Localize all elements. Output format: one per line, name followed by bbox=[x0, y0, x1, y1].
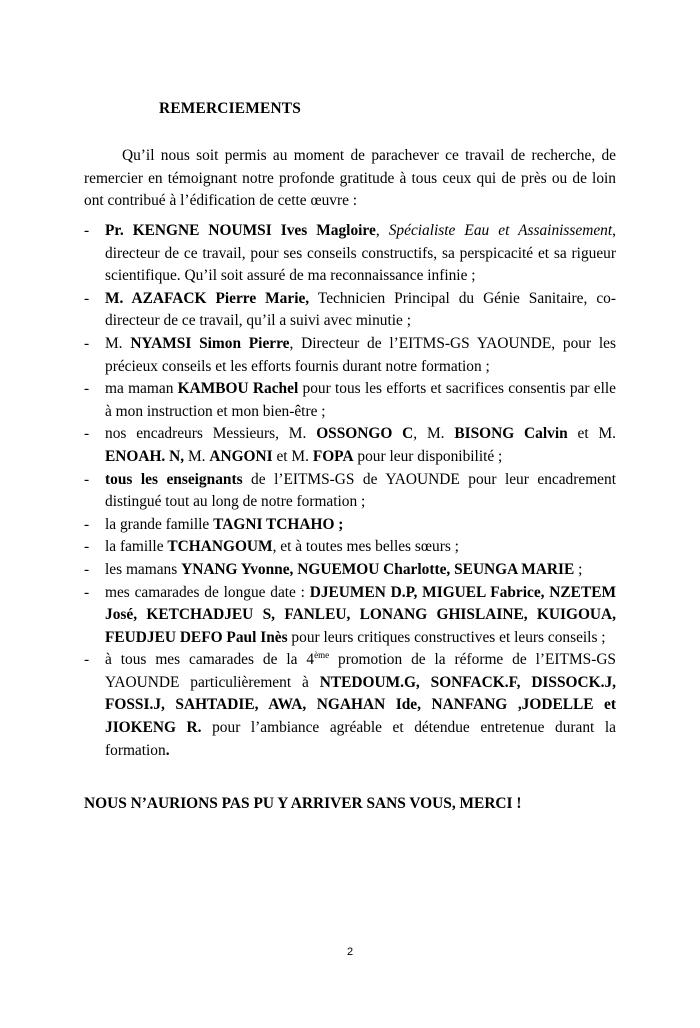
list-dash: - bbox=[84, 560, 90, 578]
person-name: YNANG Yvonne, NGUEMOU Charlotte, SEUNGA MARIE bbox=[181, 560, 575, 578]
list-dash: - bbox=[84, 289, 90, 307]
person-name: M. AZAFACK Pierre Marie, bbox=[105, 289, 310, 307]
item-text: Technicien Principal du Génie Sanitaire, co-directeur de ce travail, qu’il a suivi avec minutie ; bbox=[105, 289, 616, 330]
closing-statement: NOUS N’AURIONS PAS PU Y ARRIVER SANS VOUS, MERCI ! bbox=[84, 795, 522, 812]
person-name: TAGNI TCHAHO ; bbox=[213, 515, 344, 533]
item-prefix: à tous mes camarades de la 4 bbox=[105, 651, 315, 669]
item-text: ; bbox=[574, 560, 583, 578]
item-text: pour l’ambiance agréable et détendue entretenue durant la formation bbox=[105, 719, 616, 759]
person-name: BISONG Calvin bbox=[454, 425, 568, 443]
list-item bbox=[84, 423, 616, 468]
item-text: pour leur disponibilité ; bbox=[353, 447, 503, 465]
list-dash: - bbox=[84, 334, 90, 352]
person-name: OSSONGO C bbox=[316, 425, 414, 443]
superscript-ordinal: ème bbox=[314, 650, 330, 661]
person-name: ENOAH. N, bbox=[105, 447, 185, 465]
item-text: de l’EITMS-GS de YAOUNDE pour leur encadrement distingué tout au long de notre formation ; bbox=[105, 470, 616, 511]
item-text: promotion de la réforme de l’EITMS-GS YAOUNDE particulièrement à bbox=[105, 651, 616, 691]
item-prefix: mes camarades de longue date : bbox=[105, 583, 310, 601]
list-dash: - bbox=[84, 651, 90, 669]
item-text: , bbox=[375, 222, 389, 239]
item-prefix: la grande famille bbox=[105, 515, 214, 533]
list-dash: - bbox=[84, 425, 90, 443]
item-text: et M. bbox=[272, 447, 313, 465]
intro-paragraph: Qu’il nous soit permis au moment de parachever ce travail de recherche, de remercier en témoignant notre profonde gratitude à tous ceux qui de près ou de loin ont contribué à l’édification de cette œuvre : bbox=[84, 147, 616, 210]
item-text: , Directeur de l’EITMS-GS YAOUNDE, pour les précieux conseils et les efforts fournis durant notre formation ; bbox=[105, 334, 616, 375]
item-prefix: les mamans bbox=[105, 560, 182, 578]
item-prefix: M. bbox=[105, 334, 131, 352]
person-name: FOPA bbox=[312, 447, 354, 465]
list-dash: - bbox=[84, 222, 90, 239]
list-item bbox=[84, 536, 616, 559]
item-text: M. bbox=[184, 447, 210, 465]
item-prefix: ma maman bbox=[105, 380, 178, 398]
list-item bbox=[84, 378, 616, 423]
list-dash: - bbox=[84, 380, 90, 398]
list-item bbox=[84, 220, 616, 288]
list-dash: - bbox=[84, 515, 90, 533]
person-name: tous les enseignants bbox=[105, 470, 243, 488]
item-text: , M. bbox=[413, 425, 455, 443]
person-role: Spécialiste Eau et Assainissement bbox=[388, 222, 613, 239]
list-dash: - bbox=[84, 583, 90, 601]
list-dash: - bbox=[84, 538, 90, 556]
list-dash: - bbox=[84, 470, 90, 488]
list-item bbox=[84, 582, 616, 650]
person-name: DJEUMEN D.P, MIGUEL Fabrice, NZETEM José, KETCHADJEU S, FANLEU, LONANG GHISLAINE, KUIGOUA, FEUDJEU DEFO Paul Inès bbox=[105, 583, 617, 646]
item-text: , directeur de ce travail, pour ses conseils constructifs, sa perspicacité et sa rigueur scientifique. Qu’il soit assuré de ma reconnaissance infinie ; bbox=[105, 222, 617, 285]
item-prefix: la famille bbox=[105, 538, 168, 556]
item-text: pour leurs critiques constructives et leurs conseils ; bbox=[287, 628, 606, 646]
list-item bbox=[84, 649, 616, 762]
person-name: NYAMSI Simon Pierre bbox=[130, 334, 290, 352]
person-name: TCHANGOUM bbox=[167, 538, 273, 556]
person-name: KAMBOU Rachel bbox=[177, 380, 299, 398]
item-text: pour tous les efforts et sacrifices consentis par elle à mon instruction et mon bien-être ; bbox=[105, 380, 616, 420]
item-text: , et à toutes mes belles sœurs ; bbox=[272, 538, 459, 556]
item-text: et M. bbox=[567, 425, 616, 443]
page-title: REMERCIEMENTS bbox=[159, 100, 301, 117]
list-item bbox=[84, 559, 616, 582]
person-name: ANGONI bbox=[209, 447, 273, 465]
page-number: 2 bbox=[346, 946, 354, 958]
person-name: NTEDOUM.G, SONFACK.F, DISSOCK.J, FOSSI.J, SAHTADIE, AWA, NGAHAN Ide, NANFANG ,JODELLE et JIOKENG R. bbox=[105, 673, 616, 737]
list-item bbox=[84, 288, 616, 333]
item-prefix: nos encadreurs Messieurs, M. bbox=[105, 425, 317, 443]
list-item bbox=[84, 333, 616, 378]
list-item bbox=[84, 514, 616, 537]
list-item bbox=[84, 469, 616, 514]
acknowledgement-list bbox=[84, 220, 616, 762]
person-name: . bbox=[165, 741, 170, 759]
person-name: Pr. KENGNE NOUMSI Ives Magloire bbox=[105, 222, 376, 239]
